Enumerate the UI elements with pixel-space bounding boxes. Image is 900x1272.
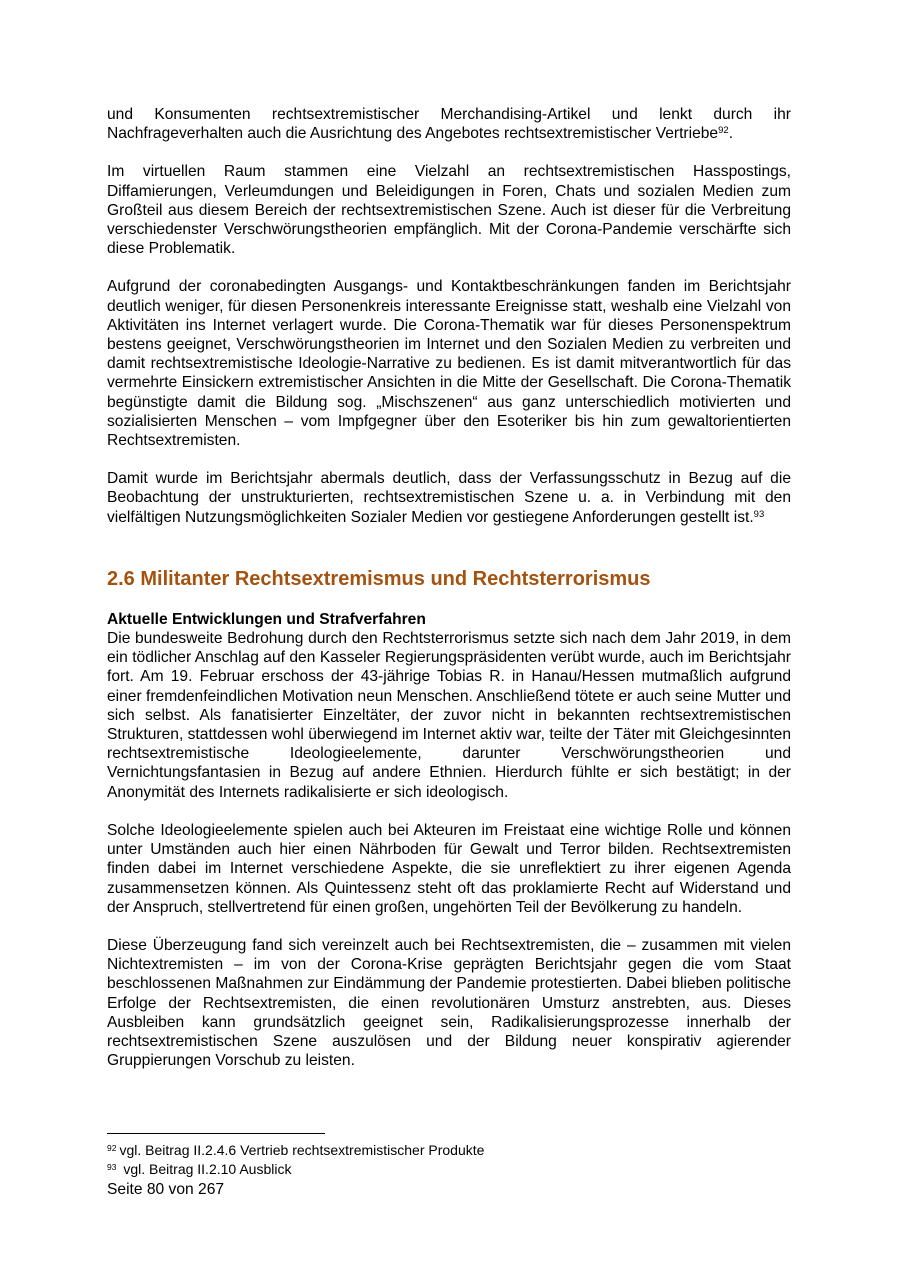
paragraph-conviction: Diese Überzeugung fand sich vereinzelt auch bei Rechtsextremisten, die – zusammen mit vielen Nichtextremisten – im von der Corona-Krise geprägten Berichtsjahr gegen die vom Staat beschlossenen Maßnahmen zur Eindämmung der Pandemie protestierten. Dabei blieben politische Erfolge der Rechtsextremisten, die einen revolutionären Umsturz anstrebten, aus. Dieses Ausbleiben kann grundsätzlich geeignet sein, Radikalisierungsprozesse innerhalb der rechtsextremistischen Szene auszulösen und der Bildung neuer konspirativ agierender Gruppierungen Vorschub zu leisten. [107,936,791,1070]
footnote-92: $^{92}$ vgl. Beitrag II.2.4.6 Vertrieb rechtsextremistischer Produkte [107,1142,485,1158]
paragraph-verfassungsschutz: Damit wurde im Berichtsjahr abermals deutlich, dass der Verfassungsschutz in Bezug auf die Beobachtung der unstrukturierten, rechtsextremistischen Szene u. a. in Verbindung mit den vielfältigen Nutzungsmöglichkeiten Sozialer Medien vor gestiegene Anforderungen gestellt ist.$^{93}$ [107,470,791,526]
footnote-divider [107,1133,325,1134]
section-heading: 2.6 Militanter Rechtsextremismus und Rechtsterrorismus [107,567,651,590]
paragraph-corona: Aufgrund der coronabedingten Ausgangs- und Kontaktbeschränkungen fanden im Berichtsjahr deutlich weniger, für diesen Personenkreis interessante Ereignisse statt, weshalb eine Vielzahl von Aktivitäten ins Internet verlagert wurde. Die Corona-Thematik war für dieses Personenspektrum bestens geeignet, Verschwörungstheorien im Internet und den Sozialen Medien zu verbreiten und damit rechtsextremistische Ideologie-Narrative zu bedienen. Es ist damit mitverantwortlich für das vermehrte Einsickern extremistischer Ansichten in die Mitte der Gesellschaft. Die Corona-Thematik begünstigte damit die Bildung sog. „Mischszenen“ aus ganz unterschiedlich motivierten und sozialisierten Menschen – vom Impfgegner über den Esoteriker bis hin zum gewaltorientierten Rechtsextremisten. [107,278,791,450]
footnote-93: $^{93}$ vgl. Beitrag II.2.10 Ausblick [107,1161,292,1177]
paragraph-ideology: Solche Ideologieelemente spielen auch bei Akteuren im Freistaat eine wichtige Rolle und können unter Umständen auch hier einen Nährboden für Gewalt und Terror bilden. Rechtsextremisten finden dabei im Internet verschiedene Aspekte, die sie unreflektiert zu ihrer eigenen Agenda zusammensetzen können. Als Quintessenz steht oft das proklamierte Recht auf Widerstand und der Anspruch, stellvertretend für einen großen, ungehörten Teil der Bevölkerung zu handeln. [107,821,791,916]
page-number: Seite 80 von 267 [107,1181,225,1198]
page-body [107,105,791,1089]
paragraph-merchandising: und Konsumenten rechtsextremistischer Merchandising-Artikel und lenkt durch ihr Nachfrageverhalten auch die Ausrichtung des Angebotes rechtsextremistischer Vertriebe$^{92}$. [107,106,791,143]
footnote-ref-92[interactable]: 92 [718,125,729,137]
footnotes [107,1141,791,1179]
footnote-ref-93[interactable]: 93 [753,508,765,520]
paragraph-virtual-space: Im virtuellen Raum stammen eine Vielzahl an rechtsextremistischen Hasspostings, Diffamierungen, Verleumdungen und Beleidigungen in Foren, Chats und sozialen Medien zum Großteil aus diesem Bereich der rechtsextremistischen Szene. Auch ist dieser für die Verbreitung verschiedenster Verschwörungstheorien empfänglich. Mit der Corona-Pandemie verschärfte sich diese Problematik. [107,163,791,258]
subheading: Aktuelle Entwicklungen und Strafverfahren [107,610,426,628]
paragraph-developments: Aktuelle Entwicklungen und Strafverfahren Die bundesweite Bedrohung durch den Rechtsterrorismus setzte sich nach dem Jahr 2019, in dem ein tödlicher Anschlag auf den Kasseler Regierungspräsidenten verübt wurde, auch im Berichtsjahr fort. Am 19. Februar erschoss der 43-jährige Tobias R. in Hanau/Hessen mutmaßlich aufgrund einer fremdenfeindlichen Motivation neun Menschen. Anschließend tötete er auch seine Mutter und sich selbst. Als fanatisierter Einzeltäter, der zuvor nicht in bekannten rechtsextremistischen Strukturen, stattdessen wohl überwiegend im Internet aktiv war, teilte der Täter mit Gleichgesinnten rechtsextremistische Ideologieelemente, darunter Verschwörungstheorien und Vernichtungsfantasien in Bezug auf andere Ethnien. Hierdurch fühlte er sich bestätigt; in der Anonymität des Internets radikalisierte er sich ideologisch. [107,610,791,801]
